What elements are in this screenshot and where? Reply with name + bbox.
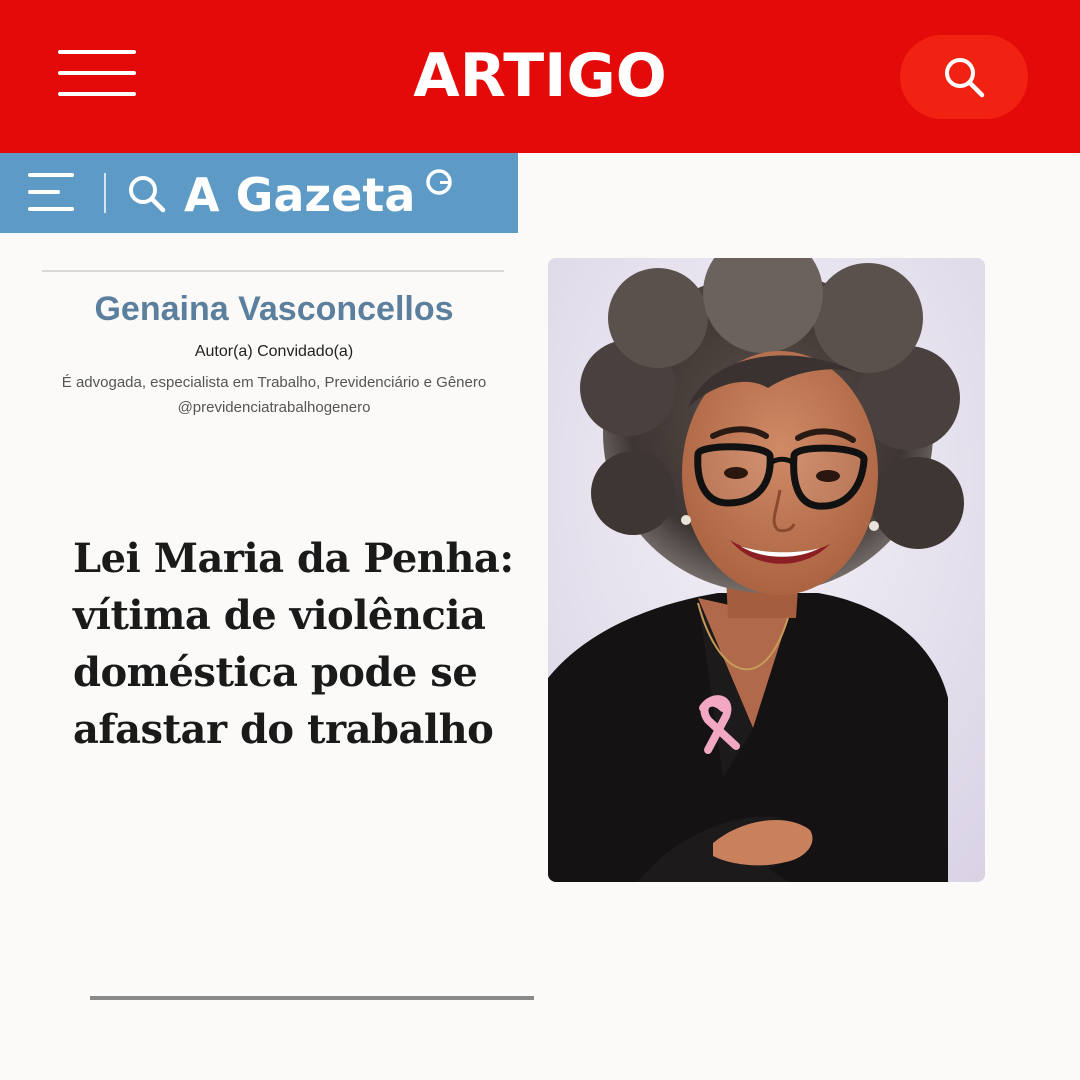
headline-line: doméstica pode se <box>73 649 478 696</box>
menu-line <box>28 207 74 211</box>
menu-line <box>58 92 136 96</box>
search-button[interactable] <box>900 35 1028 119</box>
search-icon[interactable] <box>126 173 168 215</box>
search-icon <box>940 53 988 101</box>
menu-line <box>58 71 136 75</box>
headline-line: vítima de violência <box>73 592 486 639</box>
author-name[interactable]: Genaina Vasconcellos <box>94 290 454 328</box>
author-portrait <box>548 258 985 882</box>
menu-icon[interactable] <box>28 173 76 213</box>
top-header-bar <box>0 0 1080 153</box>
headline-line: afastar do trabalho <box>73 706 494 753</box>
hamburger-menu-icon[interactable] <box>58 50 136 98</box>
gazeta-g-mark-icon <box>424 167 454 197</box>
divider <box>104 173 106 213</box>
headline-line: Lei Maria da Penha: <box>73 535 514 582</box>
menu-line <box>58 50 136 54</box>
menu-line <box>28 190 60 194</box>
author-role: Autor(a) Convidado(a) <box>194 343 354 360</box>
author-handle[interactable]: @previdenciatrabalhogenero <box>177 399 371 416</box>
author-top-divider <box>42 270 504 272</box>
publication-logo[interactable]: A Gazeta <box>184 168 416 222</box>
menu-line <box>28 173 74 177</box>
section-title: ARTIGO <box>413 41 667 111</box>
author-bio: É advogada, especialista em Trabalho, Previdenciário e Gênero <box>61 374 487 391</box>
bottom-divider <box>90 996 534 1000</box>
article-headline <box>73 530 533 758</box>
